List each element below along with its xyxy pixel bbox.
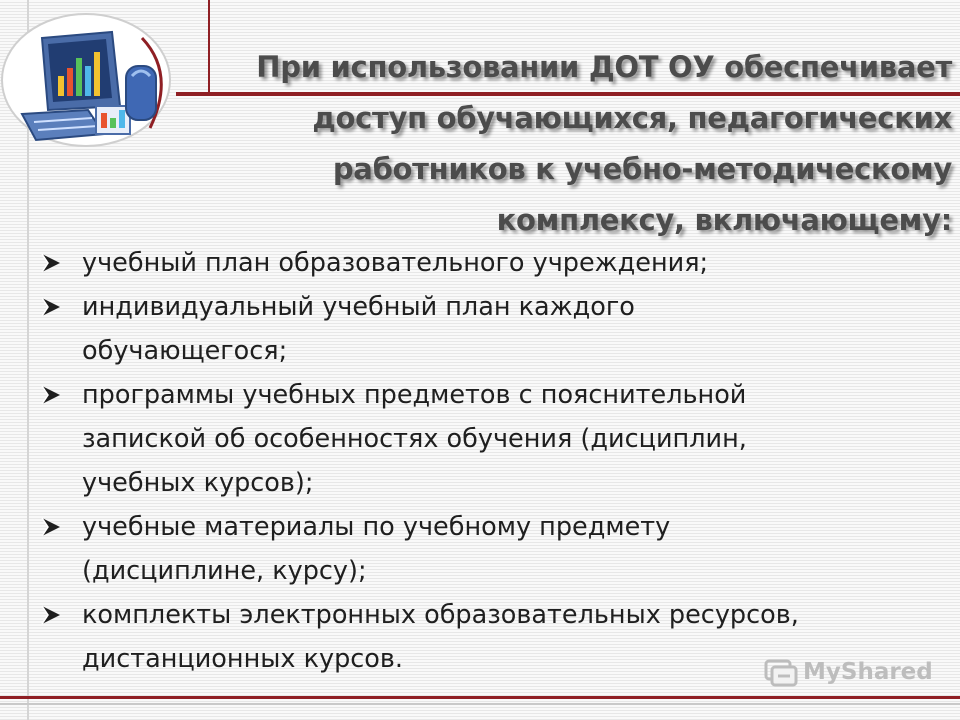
arrowhead-bullet-icon [40,373,82,417]
title-line: комплексу, включающему: [496,203,952,237]
bullet-line: комплекты электронных образовательных ресурсов, [82,600,799,630]
arrowhead-bullet-icon [40,505,82,549]
watermark [764,654,933,690]
bullet-line: учебный план образовательного учреждения; [82,248,709,278]
bullet-line: индивидуальный учебный план каждого [82,292,635,322]
bullet-item [40,285,935,373]
bullet-line: учебных курсов); [82,468,314,498]
bullet-line: дистанционных курсов. [82,644,404,674]
bullet-line: (дисциплине, курсу); [82,556,367,586]
bullet-item [40,373,935,505]
title-line: При использовании ДОТ ОУ обеспечивает [256,50,952,84]
bottom-frame-line [0,696,960,699]
bullet-item [40,505,935,593]
watermark-text: MyShared [803,659,933,685]
bullet-text [82,373,935,505]
slide-title [180,42,952,246]
computer-clipart-icon [0,10,182,160]
arrowhead-bullet-icon [40,241,82,285]
bullet-list [40,241,935,681]
bullet-line: обучающегося; [82,336,288,366]
arrowhead-bullet-icon [40,285,82,329]
mysharedlogo-icon [764,657,798,687]
bullet-line: учебные материалы по учебному предмету [82,512,671,542]
bottom-frame-shadow-line [0,703,960,705]
title-line: работников к учебно-методическому [332,152,952,186]
bullet-text [82,241,935,285]
bullet-item [40,241,935,285]
bullet-text [82,505,935,593]
title-line: доступ обучающихся, педагогических [312,101,952,135]
arrowhead-bullet-icon [40,593,82,637]
bullet-text [82,285,935,373]
bullet-line: программы учебных предметов с пояснительной [82,380,747,410]
bullet-line: запиской об особенностях обучения (дисциплин, [82,424,747,454]
